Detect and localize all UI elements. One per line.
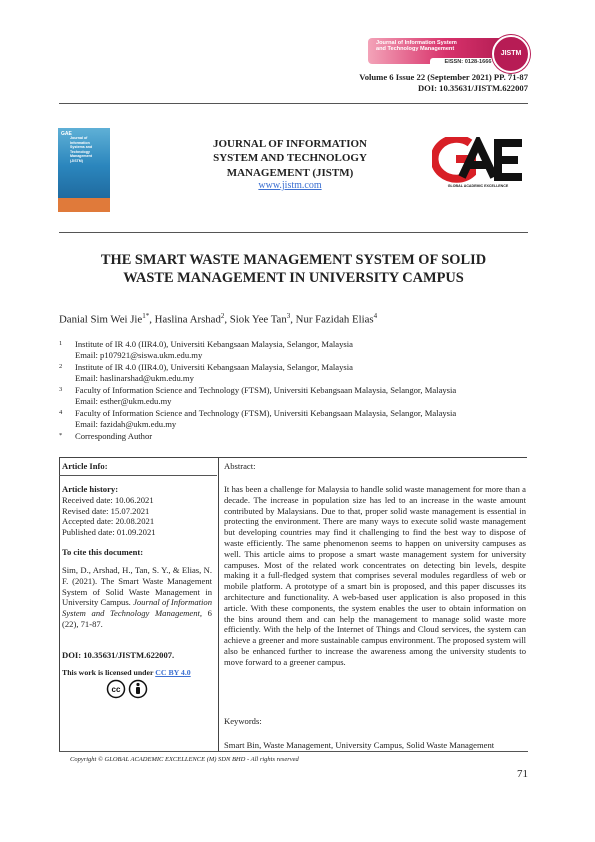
cover-line: Technology bbox=[70, 149, 90, 154]
corresponding-author-note: Corresponding Author bbox=[75, 431, 153, 441]
received-date: Received date: 10.06.2021 bbox=[62, 494, 154, 505]
accepted-date: Accepted date: 20.08.2021 bbox=[62, 516, 155, 527]
paper-title bbox=[59, 251, 528, 287]
doi-text: DOI: 10.35631/JISTM.622007. bbox=[62, 650, 175, 660]
cite-heading: To cite this document: bbox=[62, 547, 144, 557]
affiliation-institute: Faculty of Information Science and Technology (FTSM), Universiti Kebangsaan Malaysia, Selangor, Malaysia bbox=[75, 408, 457, 418]
cover-line: Management bbox=[70, 154, 92, 159]
affiliation-number: 1 bbox=[59, 340, 63, 347]
issue-meta bbox=[310, 72, 528, 94]
table-divider bbox=[218, 457, 219, 751]
author-name: Siok Yee Tan bbox=[229, 313, 287, 326]
author-sup: 2 bbox=[220, 312, 225, 320]
gae-caption: GLOBAL ACADEMIC EXCELLENCE bbox=[447, 184, 509, 188]
abstract-heading: Abstract: bbox=[224, 461, 256, 471]
gae-logo-graphic bbox=[432, 137, 524, 183]
journal-title bbox=[180, 137, 400, 180]
citation-plain: Sim, D., Arshad, H., Tan, S. Y., & Elias, N. F. (2021). The Smart Waste Management System of Solid Waste Management in University Campus. bbox=[62, 565, 212, 608]
citation-end: 6 (22), 71-87. bbox=[62, 608, 212, 629]
affiliation-email[interactable]: Email: esther@ukm.edu.my bbox=[75, 396, 172, 407]
author-sup: 4 bbox=[373, 312, 378, 320]
cover-badge: GAE bbox=[61, 131, 72, 137]
author-list: Danial Sim Wei Jie$^{1*}$, Haslina Arshad$^2$, Siok Yee Tan$^3$, Nur Fazidah Elias$^4$ bbox=[59, 312, 378, 326]
author-sup: 1* bbox=[142, 312, 150, 320]
doi-line: DOI: 10.35631/JISTM.622007 bbox=[417, 83, 528, 93]
journal-title-line2: SYSTEM AND TECHNOLOGY bbox=[213, 152, 367, 165]
journal-title-line3: MANAGEMENT (JISTM) bbox=[226, 166, 354, 179]
title-top-rule bbox=[59, 232, 528, 233]
affiliation-institute: Institute of IR 4.0 (IIR4.0), Universiti Kebangsaan Malaysia, Selangor, Malaysia bbox=[75, 339, 353, 349]
license-text: This work is licensed under bbox=[62, 668, 156, 677]
affiliation-number: 3 bbox=[59, 386, 63, 393]
article-info-heading: Article Info: bbox=[62, 461, 108, 471]
license-link[interactable]: CC BY 4.0 bbox=[155, 668, 191, 677]
cover-line: Information bbox=[70, 140, 90, 145]
cover-title bbox=[70, 136, 92, 164]
revised-date: Revised date: 15.07.2021 bbox=[62, 505, 150, 516]
footer-rule bbox=[59, 751, 528, 752]
cover-line: Journal of bbox=[70, 136, 88, 140]
abstract-text: It has been a challenge for Malaysia to handle solid waste management for more than a decade. The increase in population size has led to an increase in the waste amount contributed by Malaysians. Due to that, proper solid waste management is essential in protecting the environment. There are many ways to execute solid waste management but developing countries may find it challenging to find the best way to dispose of waste efficiently. The same phenomenon seems to happen on university campuses as well. This article aims to propose a smart waste management system for university campuses. Most of the related work concentrates on detecting bin levels, despite making it a full-fledged system that comprises several modules regardless of web or mobile platform. A prototype of a smart bin is proposed, and this paper discusses its architecture and functionality. A web-based user application is also proposed in this article. With these components, the system enables the user to obtain information on the bins around them and can help the management to manage solid waste more efficiently. With the help of the Internet of Things and Cloud services, the system can achieve a greener and more sustainable campus environment. The proposed system will also be enhanced further to increase the awareness among the university students to move forward to a greener campus. bbox=[224, 484, 526, 667]
affiliation-institute: Faculty of Information Science and Technology (FTSM), Universiti Kebangsaan Malaysia, Selangor, Malaysia bbox=[75, 385, 457, 395]
jistm-logo-icon: JISTM bbox=[492, 35, 530, 73]
article-history bbox=[62, 484, 212, 538]
keywords-heading: Keywords: bbox=[224, 716, 262, 726]
cover-strip bbox=[58, 198, 110, 212]
info-header-rule bbox=[59, 475, 217, 476]
paper-title-line2: WASTE MANAGEMENT IN UNIVERSITY CAMPUS bbox=[123, 270, 464, 286]
page-number: 71 bbox=[517, 768, 528, 780]
svg-text:cc: cc bbox=[111, 685, 121, 694]
affiliation-email[interactable]: Email: haslinarshad@ukm.edu.my bbox=[75, 373, 194, 384]
copyright-notice: Copyright © GLOBAL ACADEMIC EXCELLENCE (M) SDN BHD - All rights reserved bbox=[70, 756, 299, 763]
journal-banner bbox=[368, 30, 526, 70]
author-sup: 3 bbox=[286, 312, 291, 320]
journal-cover-image bbox=[58, 128, 110, 212]
author-name: Nur Fazidah Elias bbox=[295, 313, 374, 326]
banner-title-line2: and Technology Management bbox=[376, 46, 455, 53]
header-rule bbox=[59, 103, 528, 104]
license-statement bbox=[62, 668, 212, 679]
cover-line: (JISTM) bbox=[70, 158, 83, 163]
citation-text bbox=[62, 565, 212, 630]
cc-by-icon bbox=[106, 679, 150, 699]
journal-title-line1: JOURNAL OF INFORMATION bbox=[213, 138, 367, 150]
affiliation-email[interactable]: Email: fazidah@ukm.edu.my bbox=[75, 419, 177, 430]
volume-line: Volume 6 Issue 22 (September 2021) PP. 71-87 bbox=[359, 72, 528, 82]
journal-website-link[interactable]: www.jistm.com bbox=[258, 180, 322, 191]
banner-title-line1: Journal of Information System bbox=[376, 40, 457, 46]
banner-issn: EISSN: 0128-1666 bbox=[430, 58, 506, 67]
cover-line: Systems and bbox=[70, 145, 93, 150]
gae-publisher-logo-icon bbox=[432, 137, 524, 197]
banner-title bbox=[376, 40, 457, 53]
author-name: Haslina Arshad bbox=[154, 313, 221, 326]
keywords-text: Smart Bin, Waste Management, University Campus, Solid Waste Management bbox=[224, 740, 495, 750]
affiliation-number: * bbox=[59, 432, 63, 439]
history-heading: Article history: bbox=[62, 484, 119, 494]
citation-journal: Journal of Information System and Technology Management, bbox=[62, 597, 212, 619]
affiliation-number: 4 bbox=[59, 409, 63, 416]
published-date: Published date: 01.09.2021 bbox=[62, 527, 156, 538]
cc-license-icons[interactable] bbox=[106, 679, 150, 699]
affiliation-email[interactable]: Email: p107921@siswa.ukm.edu.my bbox=[75, 350, 203, 361]
affiliation-number: 2 bbox=[59, 363, 63, 370]
paper-title-line1: THE SMART WASTE MANAGEMENT SYSTEM OF SOLID bbox=[100, 252, 487, 268]
author-name: Danial Sim Wei Jie bbox=[59, 313, 143, 326]
affiliation-institute: Institute of IR 4.0 (IIR4.0), Universiti Kebangsaan Malaysia, Selangor, Malaysia bbox=[75, 362, 353, 372]
